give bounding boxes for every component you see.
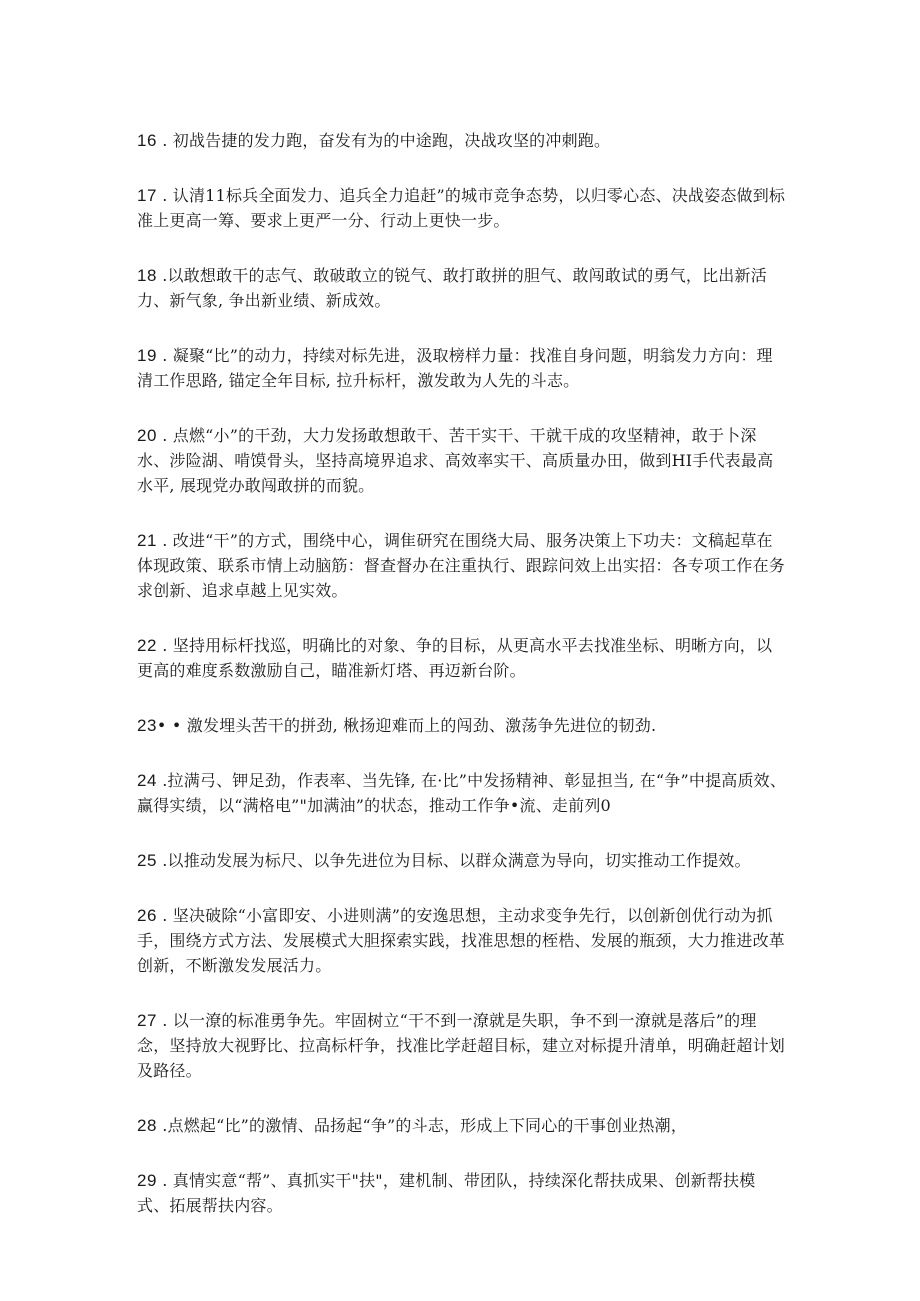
list-item-26 xyxy=(137,903,787,978)
item-text: . 坚决破除“小富即安、小进则满”的安逸思想，主动求变争先行，以创新创优行动为抓手，围绕方式方法、发展模式大胆探索实践，找准思想的桎梏、发展的瓶颈，大力推进改革创新，不断激发发展活力。 xyxy=(137,906,786,975)
item-number: 28 xyxy=(137,1116,157,1135)
list-item-23 xyxy=(137,713,787,738)
item-number: 18 xyxy=(137,266,157,285)
item-text: . 改进“干”的方式，围绕中心，调隹研究在围绕大局、服务决策上下功夫：文稿起草在体现政策、联系市情上动脑筋：督查督办在注重执行、跟踪问效上出实招：各专项工作在务求创新、追求卓越上见实效。 xyxy=(137,531,786,600)
item-text: . 凝聚“比”的动力，持续对标先进，汲取榜样力量：找准自身问题，明翁发力方向：理清工作思路, 锚定全年目标, 拉升标杆，激发敢为人先的斗志。 xyxy=(137,346,773,390)
item-text: . 点燃“小”的干劲，大力发扬敢想敢干、苦干实干、干就干成的攻坚精神，敢于卜深水、涉险湖、啃馍骨头，坚持高境界追求、高效率实干、高质量办田，做到HI手代表最高水平, 展现党办敢闯敢拼的而貌。 xyxy=(137,426,774,495)
item-text: . 认清11标兵全面发力、追兵全力追赶”的城市竞争态势，以归零心态、决战姿态做到标准上更高一筹、要求上更严一分、行动上更快一步。 xyxy=(137,186,786,230)
item-number: 24 xyxy=(137,771,157,790)
item-number: 20 xyxy=(137,426,157,445)
item-text: .以敢想敢干的志气、敢破敢立的锐气、敢打敢拼的胆气、敢闯敢试的勇气，比出新活力、新气象, 争出新业绩、新成效。 xyxy=(137,266,767,310)
item-text: .拉满弓、钾足劲，作表率、当先锋, 在·比”中发扬精神、彰显担当, 在“争”中提高质效、赢得实绩，以“满格电”"加满油”的状态，推动工作争•流、走前列0 xyxy=(137,771,787,815)
item-number: 25 xyxy=(137,851,157,870)
list-item-19 xyxy=(137,343,787,393)
list-item-21 xyxy=(137,528,787,603)
list-item-28 xyxy=(137,1113,787,1138)
item-text: . 初战告捷的发力跑，奋发有为的中途跑，决战攻坚的冲刺跑。 xyxy=(156,131,611,150)
item-number: 17 xyxy=(137,186,157,205)
item-number: 22 xyxy=(137,636,157,655)
item-number: 16 xyxy=(137,131,157,150)
list-item-17 xyxy=(137,183,787,233)
item-number: 21 xyxy=(137,531,157,550)
item-text: • • 激发埋头苦干的拼劲, 楸扬迎难而上的闯劲、激荡争先进位的韧劲. xyxy=(156,716,657,735)
list-item-25 xyxy=(137,848,787,873)
list-item-20 xyxy=(137,423,787,498)
item-text: . 真情实意“帮”、真抓实干"扶"，建机制、带团队，持续深化帮扶成果、创新帮扶模式、拓展帮扶内容。 xyxy=(137,1171,756,1215)
item-text: . 坚持用标杆找巡，明确比的对象、争的目标，从更高水平去找准坐标、明晰方向，以更高的难度系数激励自己，瞄准新灯塔、再迈新台阶。 xyxy=(137,636,773,680)
list-item-16 xyxy=(137,128,787,153)
list-item-22 xyxy=(137,633,787,683)
item-text: .点燃起“比”的激情、品扬起“争”的斗志，形成上下同心的干事创业热潮， xyxy=(156,1116,688,1135)
item-text: . 以一潦的标准勇争先。牢固树立“干不到一潦就是失职，争不到一潦就是落后”的理念，坚持放大视野比、拉高标杆争，找准比学赶超目标，建立对标提升清单，明确赶超计划及路径。 xyxy=(137,1011,786,1080)
item-text: .以推动发展为标尺、以争先进位为目标、以群众满意为导向，切实推动工作提效。 xyxy=(156,851,751,870)
item-number: 23 xyxy=(137,716,157,735)
item-number: 19 xyxy=(137,346,157,365)
item-number: 26 xyxy=(137,906,157,925)
list-item-29 xyxy=(137,1168,787,1218)
item-number: 27 xyxy=(137,1011,157,1030)
list-item-24 xyxy=(137,768,787,818)
document-body xyxy=(137,128,787,1248)
list-item-27 xyxy=(137,1008,787,1083)
item-number: 29 xyxy=(137,1171,157,1190)
list-item-18 xyxy=(137,263,787,313)
